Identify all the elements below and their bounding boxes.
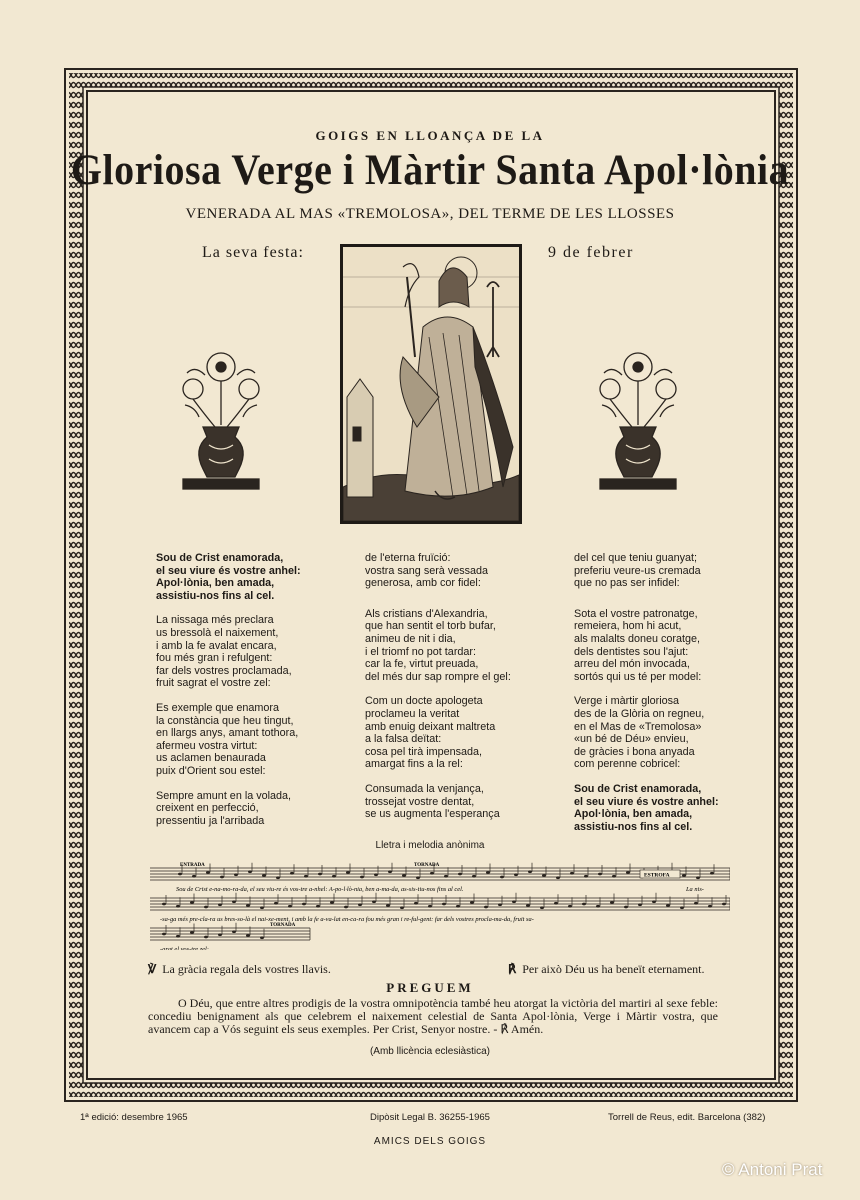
versicle-mark: ℣ [148, 962, 157, 976]
verse-line: us aclamen benaurada [156, 752, 266, 765]
score-lyric-3: -grat el vos-tre zel: [160, 946, 209, 950]
music-score [150, 858, 730, 950]
verse-line: des de la Glòria on regneu, [574, 707, 705, 720]
verse-line: Sempre amunt en la volada, [156, 789, 292, 802]
verse-line: de l'eterna fruïció: [365, 552, 451, 564]
verse-line: en llargs anys, amant tothora, [156, 727, 299, 740]
verse-line: creixent en perfecció, [156, 802, 259, 815]
feast-label: La seva festa: [202, 244, 304, 261]
verse-line: del més dur sap rompre el gel: [365, 670, 511, 683]
verse-line: Als cristians d'Alexandria, [365, 607, 488, 620]
verse-column-3 [574, 552, 774, 845]
verse-line: amb enuig deixant maltreta [365, 720, 496, 733]
verse-column-2 [365, 552, 565, 833]
page-title: Gloriosa Verge i Màrtir Santa Apol·lònia [70, 145, 790, 194]
verse-line: dels dentistes sou l'ajut: [574, 645, 689, 658]
verse-line: Sou de Crist enamorada, [156, 552, 284, 564]
flower-vase-left-icon [175, 345, 267, 495]
verse-line: Com un docte apologeta [365, 695, 483, 708]
verse-line: us bressolà el naixement, [156, 626, 279, 639]
edition-info: 1ª edició: desembre 1965 [80, 1112, 188, 1123]
score-lyric-1: Sou de Crist e-na-mo-ra-da, el seu viu-re és vos-tre a-nhel: A-po-l·lò-nia, ben a-ma-da, as-sis-tiu-nos fins al cel. [176, 886, 464, 893]
printer-info: Torrell de Reus, edit. Barcelona (382) [608, 1112, 766, 1123]
verse-line: La nissaga més preclara [156, 614, 274, 627]
score-lyric-1-end: La nis- [686, 886, 704, 893]
verse-line: del cel que teniu guanyat; [574, 552, 698, 564]
verse-line: generosa, amb cor fidel: [365, 577, 481, 590]
score-mark-tornada: TORNADA [414, 863, 440, 868]
verse-line: als malalts doneu coratge, [574, 632, 701, 645]
verse-line: pressentiu ja l'arribada [156, 814, 265, 827]
verse-line: Sou de Crist enamorada, [574, 782, 702, 795]
verse-line: Consumada la venjança, [365, 782, 484, 795]
music-credit: Lletra i melodia anònima [375, 840, 485, 851]
verse-line: Verge i màrtir gloriosa [574, 695, 680, 708]
verse-stanza [574, 695, 774, 771]
response-mark: ℟ [508, 962, 517, 976]
feast-date: 9 de febrer [548, 244, 634, 261]
verse-stanza-refrain [574, 783, 774, 833]
response [508, 962, 705, 977]
prayer-text: O Déu, que entre altres prodigis de la vostra omnipotència també heu atorgat la victòria del martiri al sexe feble: concediu benignament als que celebrem el naixement celestial de Santa Apol·lònia, Verge i Màrtir vostra, que avancem cap a Vós seguint els seus exemples. Per Crist, Senyor nostre. - ℟ Amén. [148, 996, 718, 1036]
verse-line: fou més gran i refulgent: [156, 652, 273, 665]
verse-column-1 [156, 552, 356, 839]
verse-line: car la fe, virtut preuada, [365, 658, 479, 671]
verse-line: preferiu veure-us cremada [574, 564, 701, 577]
verse-line: Sota el vostre patronatge, [574, 607, 698, 620]
verse-line: i el triomf no pot tardar: [365, 645, 477, 658]
saint-woodcut-image [340, 244, 522, 524]
verse-line: remeiera, hom hi acut, [574, 620, 682, 633]
response-text: Per això Déu us ha beneït eternament. [522, 962, 705, 976]
verse-line: puix d'Orient sou estel: [156, 764, 266, 777]
verse-stanza [365, 552, 565, 590]
verse-line: afermeu vostra virtut: [156, 739, 258, 752]
verse-line: Apol·lònia, ben amada, [156, 577, 275, 590]
verse-line: que no pas ser infidel: [574, 577, 680, 590]
verse-line: la constància que heu tingut, [156, 714, 294, 727]
verse-line: cosa pel tirà impensada, [365, 745, 483, 758]
verse-line: sortós qui us té per model: [574, 670, 702, 683]
prayer-heading: PREGUEM [386, 980, 474, 995]
header-top-line: GOIGS EN LLOANÇA DE LA [315, 128, 545, 143]
verse-line: trossejat vostre dentat, [365, 795, 475, 808]
verse-stanza [574, 552, 774, 590]
verse-line: assistiu-nos fins al cel. [156, 589, 275, 602]
verse-line: Es exemple que enamora [156, 701, 280, 714]
verse-stanza [156, 790, 356, 828]
verse-line: el seu viure és vostre anhel: [574, 795, 719, 808]
verse-line: assistiu-nos fins al cel. [574, 820, 693, 833]
ecclesiastical-license: (Amb llicència eclesiàstica) [369, 1046, 491, 1057]
verse-line: proclameu la veritat [365, 707, 460, 720]
verse-line: Apol·lònia, ben amada, [574, 808, 693, 821]
verse-line: a la falsa deïtat: [365, 733, 442, 746]
verse-stanza [156, 614, 356, 690]
score-mark-tornada-2: TORNADA [270, 923, 296, 928]
copyright-watermark: © Antoni Prat [722, 1160, 823, 1179]
verse-line: el seu viure és vostre anhel: [156, 564, 301, 577]
verse-stanza [365, 695, 565, 771]
verse-stanza-refrain [156, 552, 356, 602]
versicle-text: La gràcia regala dels vostres llavis. [162, 962, 331, 976]
verse-line: que han sentit el torb bufar, [365, 620, 496, 633]
verse-line: se us augmenta l'esperança [365, 808, 500, 821]
verse-line: amargat fins a la rel: [365, 758, 463, 771]
verse-line: vostra sang serà vessada [365, 564, 489, 577]
verse-line: en el Mas de «Tremolosa» [574, 720, 702, 733]
verse-stanza [365, 608, 565, 684]
flower-vase-right-icon [592, 345, 684, 495]
verse-line: com perenne cobricel: [574, 758, 681, 771]
verse-line: de gràcies i bona anyada [574, 745, 695, 758]
score-lyric-2: -sa-ga més pre-cla-ra us bres-so-là el nai-xe-ment, i amb la fe a-va-lat en-ca-ra fou més gran i re-ful-gent: far dels vostres procla-ma-da, fruit sa- [160, 916, 534, 923]
verse-stanza [365, 783, 565, 821]
verse-stanza [574, 608, 774, 684]
verse-line: i amb la fe avalat encara, [156, 639, 277, 652]
verse-stanza [156, 702, 356, 778]
verse-line: arreu del món invocada, [574, 658, 690, 671]
score-mark-entrada: ENTRADA [180, 863, 205, 868]
score-mark-estrofa: ESTROFA [644, 872, 670, 879]
versicle [148, 962, 331, 977]
verse-line: «un bé de Déu» envieu, [574, 733, 689, 746]
page-subtitle: VENERADA AL MAS «TREMOLOSA», DEL TERME DE LES LLOSSES [185, 206, 675, 222]
verse-line: fruit sagrat el vostre zel: [156, 677, 271, 690]
legal-deposit: Dipòsit Legal B. 36255-1965 [370, 1112, 490, 1123]
publisher: AMICS DELS GOIGS [373, 1136, 487, 1147]
verse-line: animeu de nit i dia, [365, 632, 456, 645]
verse-line: far dels vostres proclamada, [156, 664, 292, 677]
